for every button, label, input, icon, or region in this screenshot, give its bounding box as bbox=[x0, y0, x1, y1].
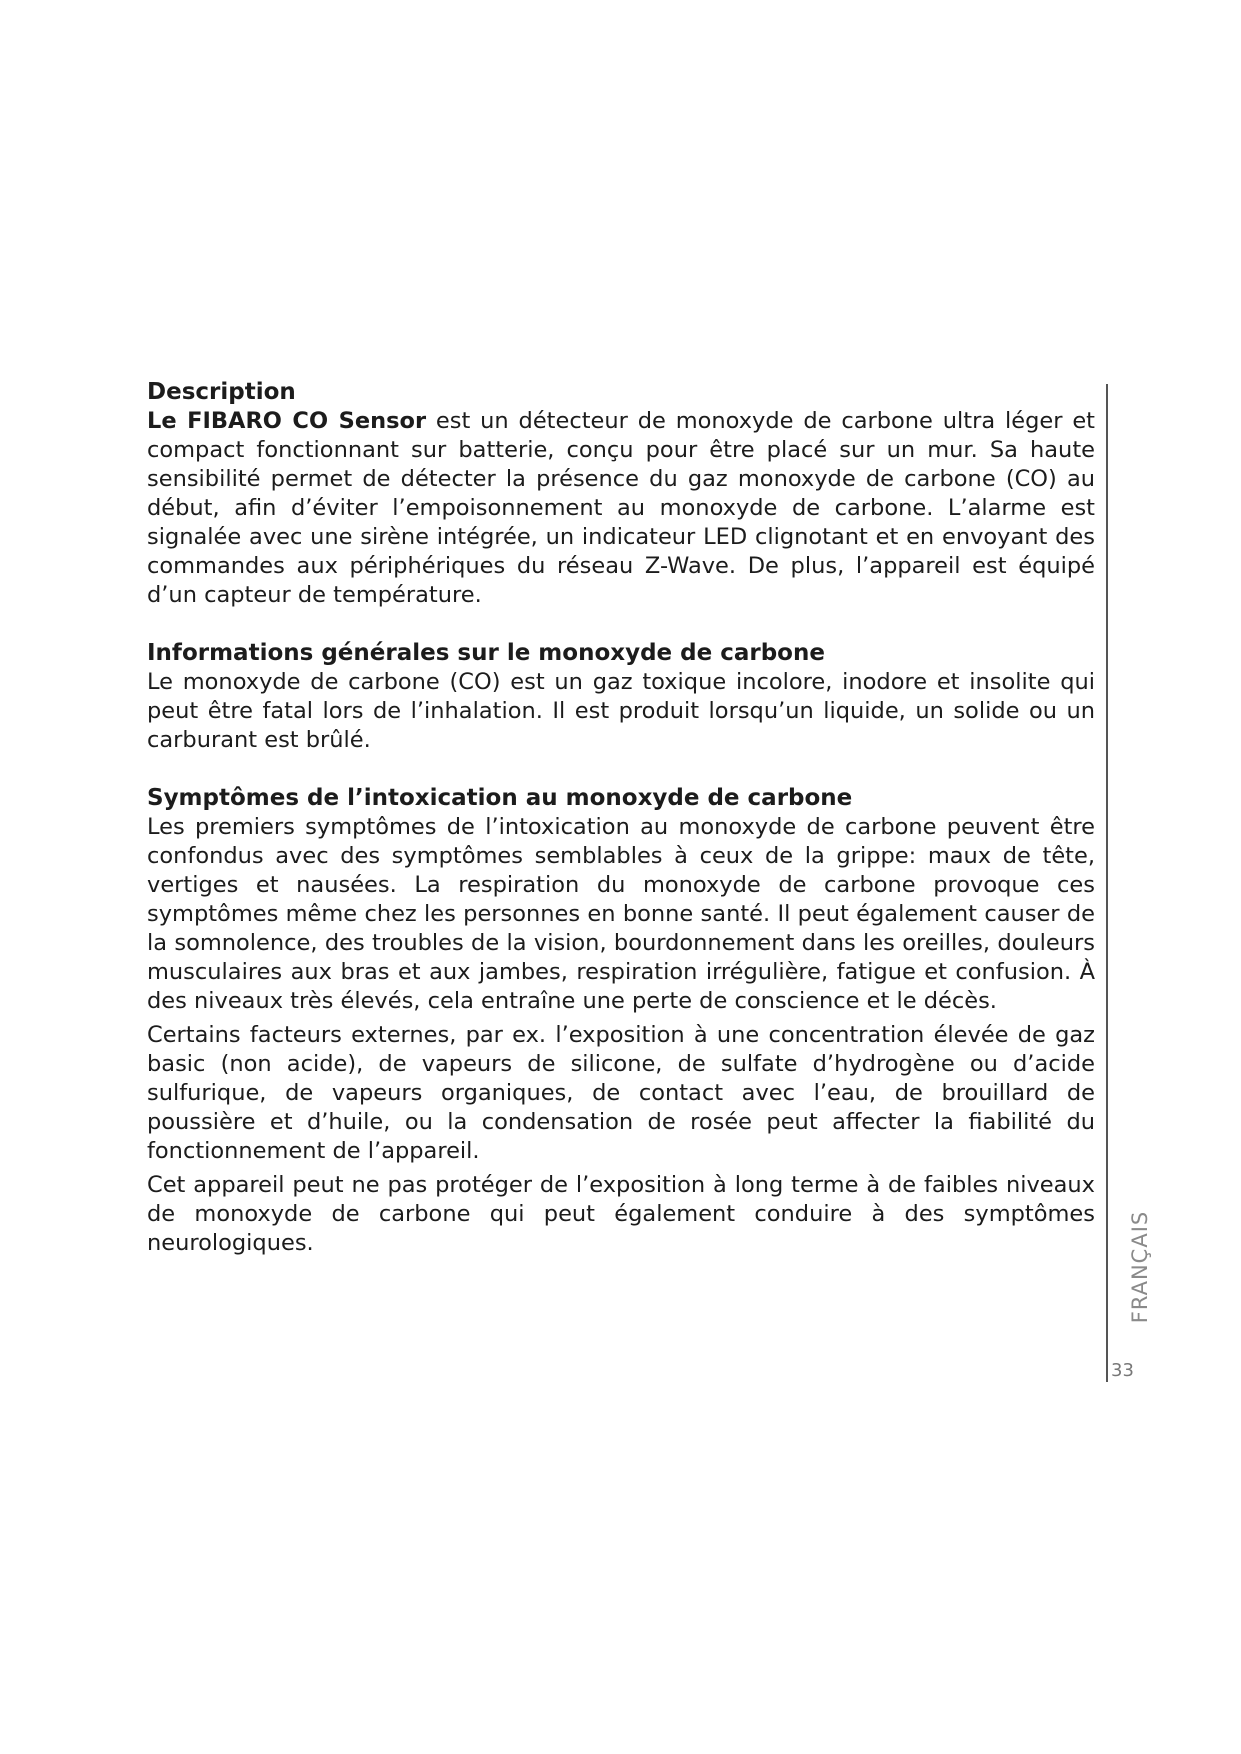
section-title: Description bbox=[147, 379, 296, 405]
section-general-info bbox=[147, 639, 1095, 755]
section-paragraph: Les premiers symptômes de l’intoxication au monoxyde de carbone peuvent être confondus avec des symptômes semblables à ceux de la grippe: maux de tête, vertiges et nausées. La respiration du monoxyde de carbone provoque ces symptômes même chez les personnes en bonne santé. Il peut également causer de la somnolence, des troubles de la vision, bourdonnement dans les oreilles, douleurs musculaires aux bras et aux jambes, respiration irrégulière, fatigue et confusion. À des niveaux très élevés, cela entraîne une perte de conscience et le décès. bbox=[147, 814, 1095, 1014]
page-number: 33 bbox=[1111, 1360, 1134, 1381]
section-title: Symptômes de l’intoxication au monoxyde de carbone bbox=[147, 785, 853, 811]
section-symptoms bbox=[147, 784, 1095, 1258]
main-content bbox=[147, 378, 1095, 1287]
section-paragraph: Le monoxyde de carbone (CO) est un gaz toxique incolore, inodore et insolite qui peut être fatal lors de l’inhalation. Il est produit lorsqu’un liquide, un solide ou un carburant est brûlé. bbox=[147, 669, 1095, 753]
product-name: Le FIBARO CO Sensor bbox=[147, 408, 427, 434]
section-title: Informations générales sur le monoxyde de carbone bbox=[147, 640, 825, 666]
section-paragraph bbox=[147, 407, 1095, 610]
section-description bbox=[147, 378, 1095, 610]
paragraph-text: est un détecteur de monoxyde de carbone ultra léger et compact fonctionnant sur batterie, conçu pour être placé sur un mur. Sa haute sensibilité permet de détecter la présence du gaz monoxyde de carbone (CO) au début, afin d’éviter l’empoisonnement au monoxyde de carbone. L’alarme est signalée avec une sirène intégrée, un indicateur LED clignotant et en envoyant des commandes aux périphériques du réseau Z-Wave. De plus, l’appareil est équipé d’un capteur de température. bbox=[147, 408, 1095, 608]
language-tab bbox=[1120, 1206, 1160, 1328]
section-paragraph: Cet appareil peut ne pas protéger de l’exposition à long terme à de faibles niveaux de monoxyde de carbone qui peut également conduire à des symptômes neurologiques. bbox=[147, 1172, 1095, 1256]
margin-rule bbox=[1106, 384, 1108, 1382]
language-label: FRANÇAIS bbox=[1128, 1210, 1152, 1324]
section-paragraph: Certains facteurs externes, par ex. l’exposition à une concentration élevée de gaz basic (non acide), de vapeurs de silicone, de sulfate d’hydrogène ou d’acide sulfurique, de vapeurs organiques, de contact avec l’eau, de brouillard de poussière et d’huile, ou la condensation de rosée peut affecter la fiabilité du fonctionnement de l’appareil. bbox=[147, 1022, 1095, 1164]
